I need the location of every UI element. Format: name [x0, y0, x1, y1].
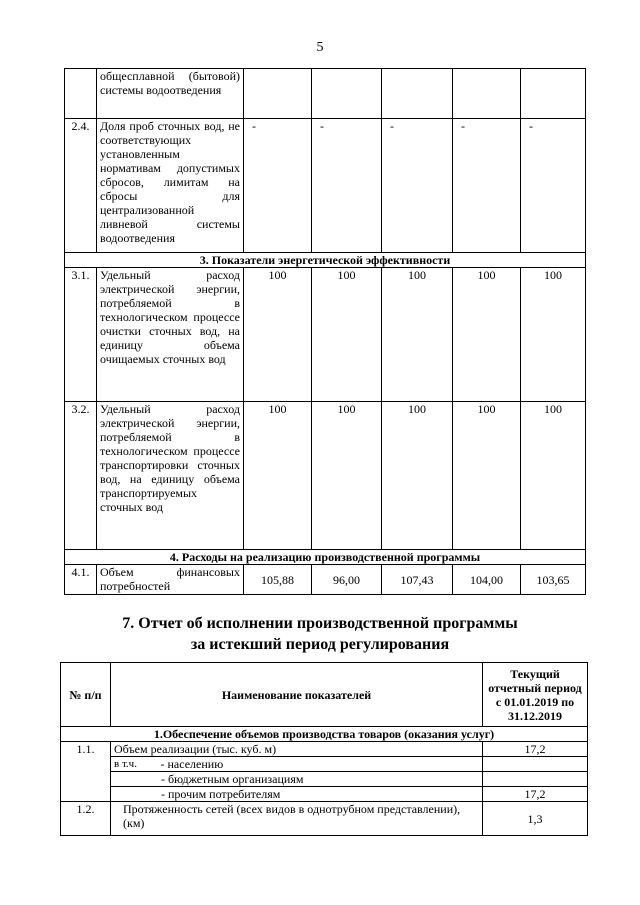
- row-name: Удельный расход электрической энергии, потребляемой в технологическом процессе очистки сточных вод, на единицу объема очищаемых сточных вод: [97, 268, 244, 402]
- row-name: Объем реализации (тыс. куб. м): [111, 742, 483, 757]
- row-number: 4.1.: [65, 565, 97, 595]
- row-name: Удельный расход электрической энергии, потребляемой в технологическом процессе транспортировки сточных вод, на единицу объема транспортируемых сточных вод: [97, 402, 244, 550]
- section-title: 3. Показатели энергетической эффективности: [65, 253, 586, 268]
- row-name: Протяженность сетей (всех видов в однотрубном представлении), (км): [111, 802, 483, 836]
- section-heading: 7. Отчет об исполнении производственной программы: [122, 615, 518, 632]
- row-number: 3.2.: [65, 402, 97, 550]
- row-number: 3.1.: [65, 268, 97, 402]
- table-row: [61, 742, 588, 757]
- section-row: [65, 253, 586, 268]
- row-prefix: в т.ч.: [111, 757, 161, 772]
- table-row: [61, 772, 588, 787]
- row-value: [483, 757, 588, 772]
- row-number: 1.2.: [61, 802, 111, 836]
- row-name: - прочим потребителям: [111, 787, 483, 802]
- table-row: 2.4. Доля проб сточных вод, не соответствующих установленным нормативам допустимых сбросов, лимитам на сбросы для централизованной ливневой системы водоотведения - - - - -: [65, 119, 586, 253]
- row-number: 2.4.: [65, 119, 97, 253]
- page-number: 5: [316, 40, 324, 55]
- table-row: 4.1. Объем финансовых потребностей 105,88 96,00 107,43 104,00 103,65: [65, 565, 586, 595]
- indicators-table: [64, 68, 586, 595]
- row-name: - бюджетным организациям: [111, 772, 483, 787]
- row-number: [65, 69, 97, 119]
- column-header-period: Текущий отчетный период с 01.01.2019 по 31.12.2019: [483, 663, 588, 727]
- row-name: - населению: [161, 757, 483, 772]
- row-name: Объем финансовых потребностей: [97, 565, 244, 595]
- section-title: 1.Обеспечение объемов производства товаров (оказания услуг): [61, 727, 588, 742]
- row-value: 1,3: [483, 802, 588, 836]
- header-row: [61, 663, 588, 727]
- table-row: [65, 69, 586, 119]
- table-row: [61, 802, 588, 836]
- row-name: Доля проб сточных вод, не соответствующих установленным нормативам допустимых сбросов, лимитам на сбросы для централизованной ливневой системы водоотведения: [97, 119, 244, 253]
- row-value: [483, 772, 588, 787]
- table-row: 3.1. Удельный расход электрической энергии, потребляемой в технологическом процессе очистки сточных вод, на единицу объема очищаемых сточных вод 100 100 100 100 100: [65, 268, 586, 402]
- section-row: [65, 550, 586, 565]
- table-row: [61, 757, 588, 772]
- column-header-name: Наименование показателей: [111, 663, 483, 727]
- column-header-number: № п/п: [61, 663, 111, 727]
- row-number: 1.1.: [61, 742, 111, 802]
- table-row: [61, 787, 588, 802]
- section-title: 4. Расходы на реализацию производственной программы: [65, 550, 586, 565]
- row-name: общесплавной (бытовой) системы водоотведения: [97, 69, 244, 119]
- report-table: [60, 662, 588, 836]
- row-value: 17,2: [483, 787, 588, 802]
- section-row: [61, 727, 588, 742]
- section-subheading: за истекший период регулирования: [190, 636, 450, 653]
- table-row: 3.2. Удельный расход электрической энергии, потребляемой в технологическом процессе транспортировки сточных вод, на единицу объема транспортируемых сточных вод 100 100 100 100 100: [65, 402, 586, 550]
- row-value: 17,2: [483, 742, 588, 757]
